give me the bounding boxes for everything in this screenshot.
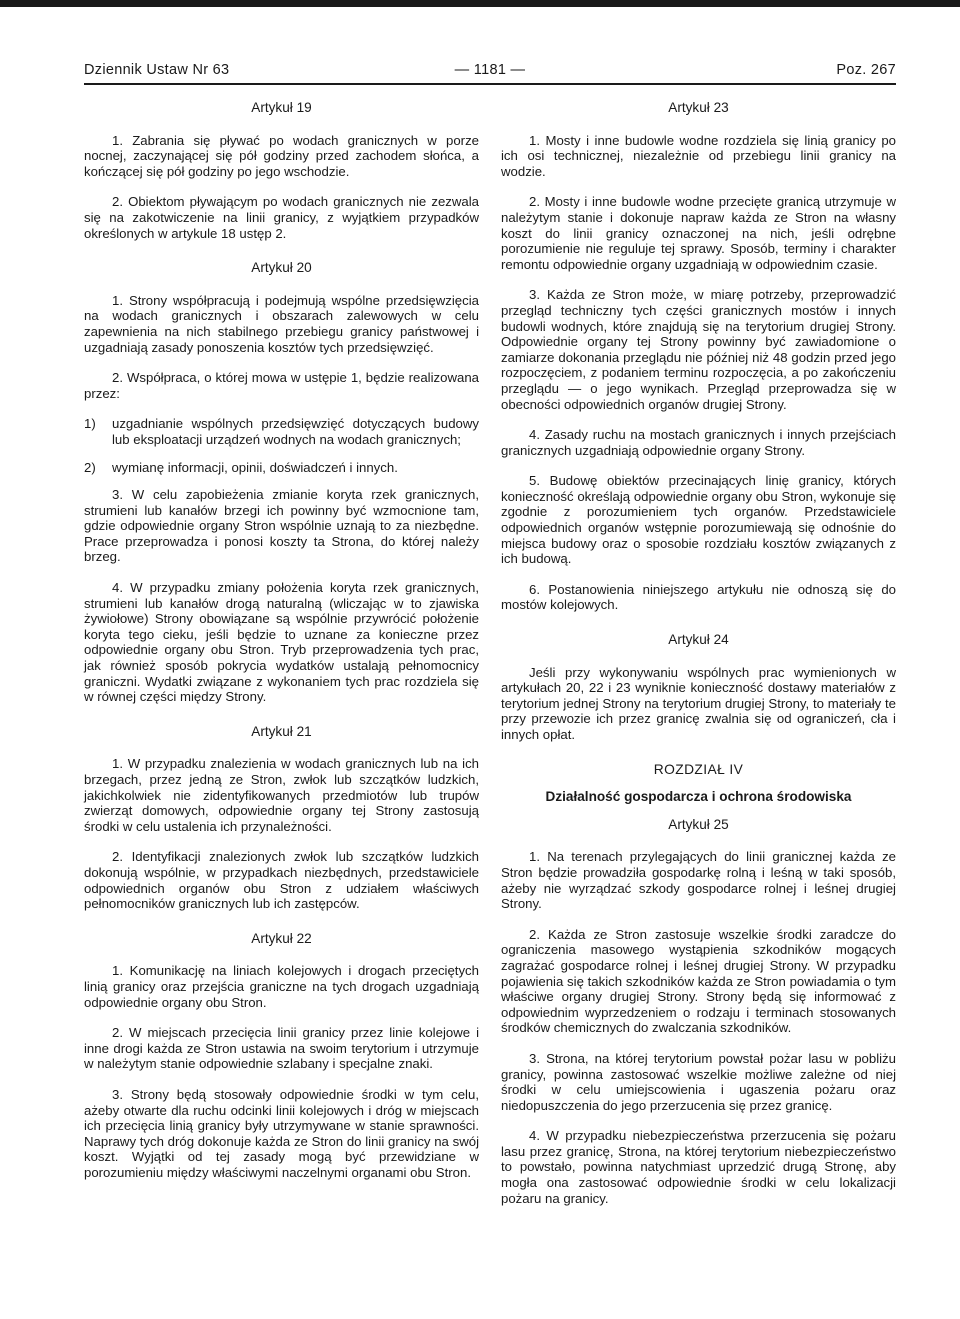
list-item: [84, 416, 479, 447]
paragraph: 1. Komunikację na liniach kolejowych i drogach przeciętych linią granicy oraz przejścia graniczne na tych drogach uzgadniają odpowiednie organy obu Stron.: [84, 963, 479, 1010]
paragraph: 4. W przypadku niebezpieczeństwa przerzucenia się pożaru lasu przez granicę, Strona, na której terytorium niebezpieczeństwo to powstało, powinna natychmiast uprzedzić drugą Stronę, aby mogła ona zastosować odpowiednie środki w celu lokalizacji pożaru na granicy.: [501, 1128, 896, 1206]
paragraph: 5. Budowę obiektów przecinających linię granicy, których konieczność określają odpowiednie organy obu Stron, wykonuje się zgodnie z porozumieniem tych organów. Przedstawiciele odpowiednich organów wstępnie porozumiewają się odnośnie do miejsca budowy oraz o sposobie rozdziału kosztów związanych z ich budową.: [501, 473, 896, 567]
paragraph: 1. Na terenach przylegających do linii granicznej każda ze Stron będzie prowadziła gospodarkę rolną i leśną w taki sposób, ażeby nie wyrządzać szkody gospodarce rolnej i leśnej drugiej Strony.: [501, 849, 896, 912]
paragraph: 4. W przypadku zmiany położenia koryta rzek granicznych, strumieni lub kanałów drogą naturalną (wliczając w to zjawiska żywiołowe) Strony obowiązane są wspólnie przywrócić położenie koryta tego cieku, jeśli będzie to uznane za konieczne przez odpowiednie organy obu Stron. Tryb przeprowadzenia tych prac, jak również sposób pokrycia wydatków ustalają pełnomocnicy graniczni. Wydatki związane z wykonaniem tych prac rozdziela się w równej części między Strony.: [84, 580, 479, 705]
chapter-4: [501, 762, 896, 805]
paragraph: 3. Każda ze Stron może, w miarę potrzeby, przeprowadzić przegląd techniczny tych części granicznych mostów i innych budowli wodnych, które znajdują się na terytorium drugiej Strony. Odpowiednie organy tej Strony powinny być zawiadomione o zamiarze dokonania przeglądu nie później niż 48 godzin przed jego rozpoczęciem, z podaniem terminu rozpoczęcia, a po zakończeniu przeglądu — o jego wynikach. Przegląd przeprowadza się w obecności odpowiednich organów drugiej Strony.: [501, 287, 896, 412]
article-23: [501, 100, 896, 613]
chapter-title: Działalność gospodarcza i ochrona środowiska: [545, 789, 852, 805]
scan-top-edge: [0, 0, 960, 7]
left-column: [84, 100, 479, 1195]
article-title: Artykuł 20: [251, 260, 312, 276]
paragraph: 2. Współpraca, o której mowa w ustępie 1, będzie realizowana przez:: [84, 370, 479, 401]
list-item-text: wymianę informacji, opinii, doświadczeń i innych.: [112, 459, 398, 475]
page-header: [84, 60, 896, 84]
page-number: — 1181 —: [454, 62, 526, 78]
paragraph: 2. Każda ze Stron zastosuje wszelkie środki zaradcze do ograniczenia masowego wystąpienia szkodników mogących zagrażać gospodarce rolnej i leśnej drugiej Strony. W przypadku pojawienia się takich szkodników każda ze Stron powiadamia o tym właściwe organy drugiej Strony. Strony będą się informować z odpowiednim wyprzedzeniem o rodzaju i terminach stosowanych środków chemicznych do zwalczania szkodników.: [501, 926, 896, 1036]
list-item: [84, 460, 479, 476]
article-title: Artykuł 23: [668, 100, 729, 115]
list-item-text: uzgadnianie wspólnych przedsięwzięć dotyczących budowy lub eksploatacji urządzeń wodnych na wodach granicznych;: [112, 416, 479, 447]
header-rule: [84, 83, 896, 85]
article-19: [84, 100, 479, 241]
article-22: [84, 931, 479, 1181]
list-item-number: 2): [84, 459, 96, 475]
paragraph: 6. Postanowienia niniejszego artykułu nie odnoszą się do mostów kolejowych.: [501, 581, 896, 613]
paragraph: 2. Identyfikacji znalezionych zwłok lub szczątków ludzkich dokonują wspólnie, w przypadkach niezbędnych, przedstawiciele odpowiednich organów obu Stron z udziałem właściwych pełnomocników granicznych lub ich zastępców.: [84, 849, 479, 912]
paragraph: 1. Zabrania się pływać po wodach granicznych w porze nocnej, zaczynającej się pół godziny przed zachodem słońca, a kończącej się pół godziny po jego wschodzie.: [84, 132, 479, 179]
chapter-label: ROZDZIAŁ IV: [653, 761, 744, 777]
paragraph: Jeśli przy wykonywaniu wspólnych prac wymienionych w artykułach 20, 22 i 23 wyniknie konieczność dostawy materiałów z terytorium jednej Strony na terytorium drugiej Strony, to materiały te przy przewozie ich przez granicę zwalnia się od ograniczeń, cła i innych opłat.: [501, 664, 896, 742]
article-title: Artykuł 21: [251, 723, 312, 739]
article-title: Artykuł 25: [668, 816, 729, 832]
position-number: Poz. 267: [836, 62, 896, 78]
paragraph: 3. Strony będą stosowały odpowiednie środki w tym celu, ażeby otwarte dla ruchu odcinki linii kolejowych i dróg w miejscach ich przecięcia linią granicy były utrzymywane w stanie sprawności. Naprawy tych dróg dokonuje każda ze Stron do linii granicy na swój koszt. Wyjątki od tej zasady mogą być przewidziane w porozumieniu między właściwymi naczelnymi organami obu Stron.: [84, 1086, 479, 1180]
paragraph: 2. Mosty i inne budowle wodne przecięte granicą utrzymuje w należytym stanie i dokonuje napraw każda ze Stron na własny koszt do linii granicy oznaczonej na nich, jeśli odrębne porozumienie nie reguluje tej sprawy. Sposób, terminy i charakter remontu odpowiednie organy uzgadniają w odpowiednim czasie.: [501, 194, 896, 272]
article-24: [501, 632, 896, 743]
article-title: Artykuł 24: [668, 632, 729, 648]
paragraph: 1. Strony współpracują i podejmują wspólne przedsięwzięcia na wodach granicznych i obszarach zalewowych w celu zapewnienia na nich stabilnego przebiegu granicy państwowej i uzgadniają zasady ponoszenia kosztów tych przedsięwzięć.: [84, 292, 479, 355]
paragraph: 3. Strona, na której terytorium powstał pożar lasu w pobliżu granicy, powinna zastosować wszelkie możliwe zależne od niej środki w celu umiejscowienia i ugaszenia pożaru oraz niedopuszczenia do jego przerzucenia się przez granicę.: [501, 1050, 896, 1113]
paragraph: 2. W miejscach przecięcia linii granicy przez linie kolejowe i inne drogi każda ze Stron ustawia na swoim terytorium i utrzymuje w należytym stanie odpowiednie szlabany i specjalne znaki.: [84, 1025, 479, 1072]
article-25: [501, 817, 896, 1206]
right-column: [501, 100, 896, 1221]
list-item-number: 1): [84, 416, 96, 432]
article-title: Artykuł 22: [251, 930, 312, 946]
article-20: [84, 260, 479, 705]
paragraph: 4. Zasady ruchu na mostach granicznych i innych przejściach granicznych uzgadniają odpowiednie organy Strony.: [501, 427, 896, 458]
paragraph: 2. Obiektom pływającym po wodach granicznych nie zezwala się na zakotwiczenie na linii granicy, z wyjątkiem przypadków określonych w artykule 18 ustęp 2.: [84, 194, 479, 241]
paragraph: 1. Mosty i inne budowle wodne rozdziela się linią granicy po ich osi technicznej, niezależnie od przebiegu linii granicy na wodzie.: [501, 132, 896, 179]
article-title: Artykuł 19: [251, 100, 312, 115]
paragraph: 1. W przypadku znalezienia w wodach granicznych lub na ich brzegach, przez jedną ze Stron, zwłok lub szczątków ludzkich, jakichkolwiek nie zidentyfikowanych przedmiotów lub trupów zwierząt domowych, odpowiednie organy tej Strony zastosują środki w celu ustalenia ich przynależności.: [84, 756, 479, 834]
article-21: [84, 724, 479, 912]
paragraph: 3. W celu zapobieżenia zmianie koryta rzek granicznych, strumieni lub kanałów brzegi ich powinny być wzmocnione tam, gdzie odpowiednie organy Stron wspólnie uznają to za niezbędne. Prace przeprowadza i ponosi koszty ta Strona, do której należy brzeg.: [84, 487, 479, 565]
journal-title: Dziennik Ustaw Nr 63: [84, 62, 230, 78]
